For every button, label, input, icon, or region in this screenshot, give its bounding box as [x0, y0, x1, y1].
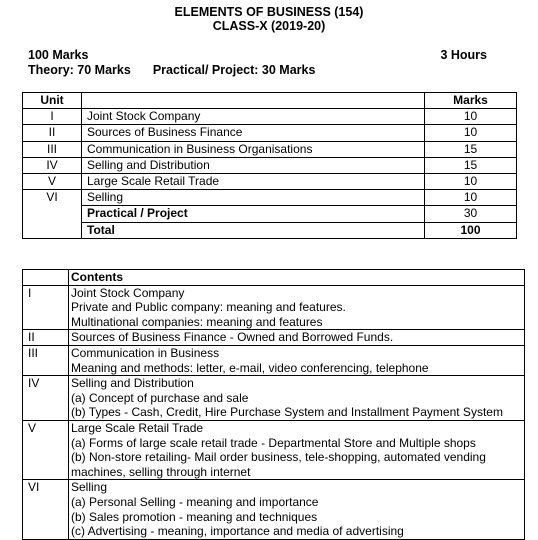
contents-header-row	[23, 270, 525, 286]
unit-subject: Large Scale Retail Trade	[82, 173, 425, 189]
unit-marks: 10	[425, 190, 517, 206]
unit-number: II	[23, 330, 69, 346]
content-line: Joint Stock Company	[71, 285, 185, 300]
theory-marks: Theory: 70 Marks	[28, 63, 131, 77]
practical-row	[23, 206, 517, 222]
marks-table	[22, 92, 517, 239]
content-line: Multinational companies: meaning and features	[71, 314, 323, 329]
content-line: (a) Concept of purchase and sale	[71, 390, 249, 405]
practical-marks: Practical/ Project: 30 Marks	[152, 63, 316, 77]
table-row	[23, 125, 517, 141]
content-line: Selling and Distribution	[71, 376, 194, 391]
unit-marks: 10	[425, 109, 517, 125]
unit-marks: 15	[425, 157, 517, 173]
unit-number: III	[23, 141, 82, 157]
total-row	[23, 222, 517, 238]
content-line: machines, selling through internet	[71, 464, 251, 479]
unit-contents	[69, 330, 525, 346]
unit-subject: Selling	[82, 190, 425, 206]
unit-number: I	[23, 109, 82, 125]
unit-number: II	[23, 125, 82, 141]
marks-header: Marks	[425, 93, 517, 109]
table-row	[23, 190, 517, 206]
unit-number: VI	[23, 190, 82, 206]
unit-header: Unit	[23, 93, 82, 109]
content-line: Large Scale Retail Trade	[71, 420, 204, 435]
subject-header	[82, 93, 425, 109]
table-row	[23, 173, 517, 189]
unit-number	[23, 206, 82, 222]
content-line: (c) Advertising - meaning, importance and media of advertising	[71, 524, 404, 539]
unit-marks: 15	[425, 141, 517, 157]
unit-contents	[69, 376, 525, 421]
unit-number: VI	[23, 480, 69, 539]
table-row	[23, 109, 517, 125]
unit-subject: Sources of Business Finance	[82, 125, 425, 141]
unit-subject: Joint Stock Company	[82, 109, 425, 125]
marks-split	[28, 63, 315, 78]
table-row	[23, 330, 525, 346]
content-line: Sources of Business Finance - Owned and Borrowed Funds.	[71, 330, 394, 345]
content-line: Communication in Business	[71, 345, 220, 360]
content-line: Meaning and methods: letter, e-mail, video conferencing, telephone	[71, 360, 429, 375]
unit-number: V	[23, 173, 82, 189]
document-title: ELEMENTS OF BUSINESS (154)	[174, 5, 364, 19]
content-line: Private and Public company: meaning and features.	[71, 300, 346, 315]
table-row	[23, 141, 517, 157]
content-line: (b) Types - Cash, Credit, Hire Purchase System and Installment Payment System	[71, 405, 503, 420]
document-subtitle: CLASS-X (2019-20)	[212, 19, 326, 33]
table-row	[23, 376, 525, 421]
content-line: (b) Sales promotion - meaning and techniques	[71, 509, 318, 524]
marks-header-row	[23, 93, 517, 109]
contents-header: Contents	[69, 270, 525, 286]
content-line: (b) Non-store retailing- Mail order business, tele-shopping, automated vending	[71, 450, 486, 465]
table-row	[23, 480, 525, 539]
table-row	[23, 420, 525, 479]
unit-number: IV	[23, 376, 69, 421]
practical-marks-value: 30	[425, 206, 517, 222]
table-row	[23, 157, 517, 173]
unit-contents	[69, 420, 525, 479]
unit-subject: Communication in Business Organisations	[82, 141, 425, 157]
total-marks: 100 Marks	[28, 48, 89, 62]
unit-number: III	[23, 345, 69, 375]
duration: 3 Hours	[440, 48, 487, 62]
table-row	[23, 285, 525, 330]
unit-number: IV	[23, 157, 82, 173]
content-line: (a) Personal Selling - meaning and importance	[71, 494, 319, 509]
unit-contents	[69, 345, 525, 375]
table-row	[23, 345, 525, 375]
contents-table	[22, 269, 525, 540]
unit-marks: 10	[425, 125, 517, 141]
unit-contents	[69, 480, 525, 539]
unit-contents	[69, 285, 525, 330]
unit-marks: 10	[425, 173, 517, 189]
unit-number: V	[23, 420, 69, 479]
unit-number: I	[23, 285, 69, 330]
content-line: (a) Forms of large scale retail trade - Departmental Store and Multiple shops	[71, 435, 476, 450]
total-marks-value: 100	[425, 222, 517, 238]
total-label: Total	[82, 222, 425, 238]
unit-number	[23, 222, 82, 238]
unit-header	[23, 270, 69, 286]
content-line: Selling	[71, 480, 108, 495]
practical-label: Practical / Project	[82, 206, 425, 222]
unit-subject: Selling and Distribution	[82, 157, 425, 173]
